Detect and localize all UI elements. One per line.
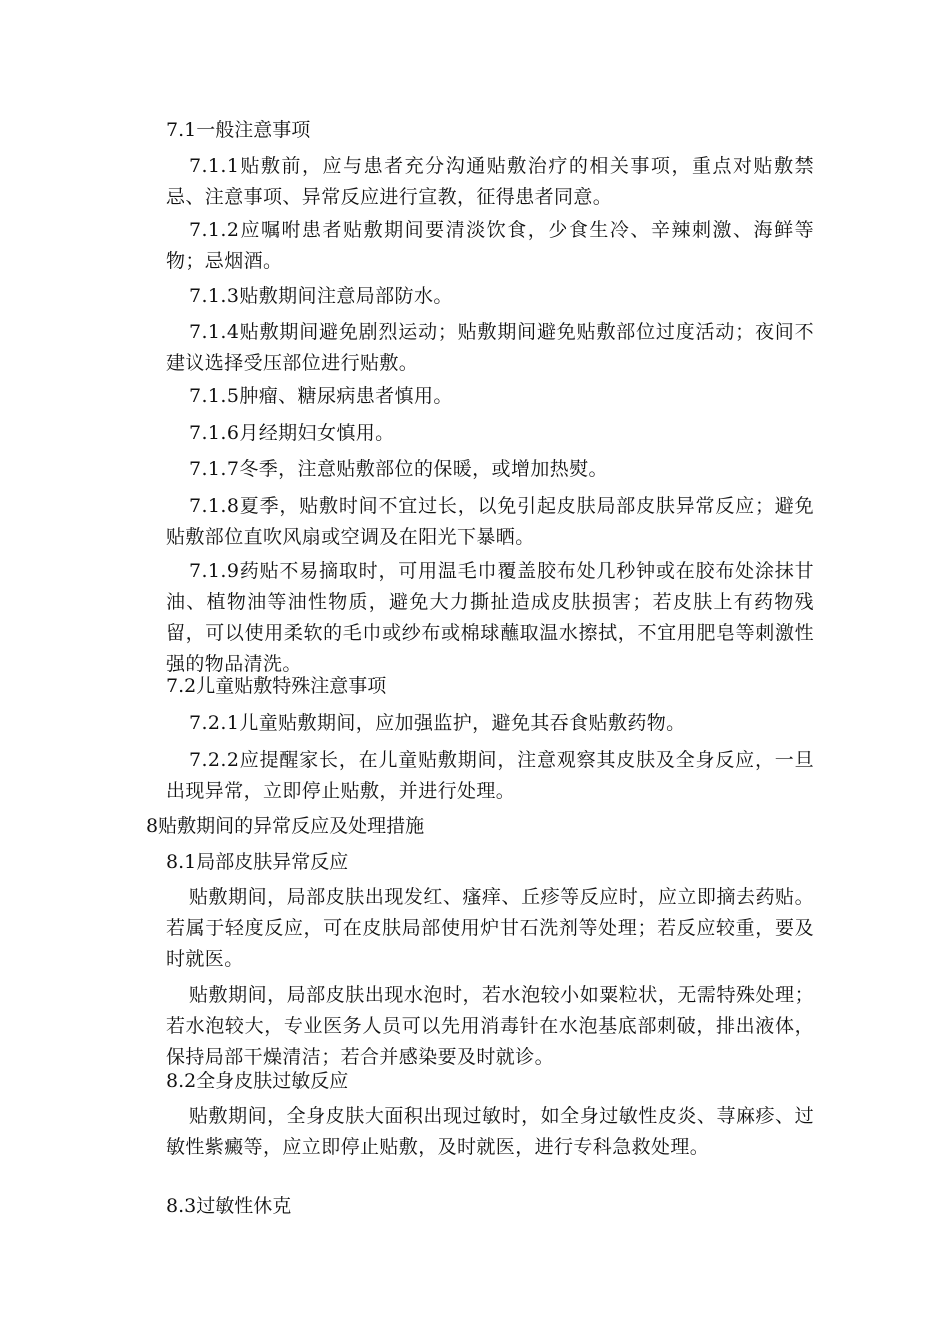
item-7-1-6: 7.1.6月经期妇女慎用。 — [189, 422, 395, 444]
heading-8-1: 8.1局部皮肤异常反应 — [166, 851, 349, 873]
heading-8-2: 8.2全身皮肤过敏反应 — [166, 1070, 349, 1092]
heading-7-1: 7.1一般注意事项 — [166, 119, 311, 141]
paragraph-8-1-a: 贴敷期间，局部皮肤出现发红、瘙痒、丘疹等反应时，应立即摘去药贴。若属于轻度反应，可在皮肤局部使用炉甘石洗剂等处理；若反应较重，要及时就医。 — [166, 886, 814, 970]
heading-8-3: 8.3过敏性休克 — [166, 1195, 292, 1217]
item-7-1-1: 7.1.1贴敷前，应与患者充分沟通贴敷治疗的相关事项，重点对贴敷禁忌、注意事项、异常反应进行宣教，征得患者同意。 — [166, 155, 814, 208]
item-7-1-3: 7.1.3贴敷期间注意局部防水。 — [189, 285, 453, 307]
heading-7-2: 7.2儿童贴敷特殊注意事项 — [166, 675, 387, 697]
heading-8: 8贴敷期间的异常反应及处理措施 — [146, 815, 425, 837]
item-7-1-7: 7.1.7冬季，注意贴敷部位的保暖，或增加热熨。 — [189, 458, 608, 480]
item-7-1-8: 7.1.8夏季，贴敷时间不宜过长，以免引起皮肤局部皮肤异常反应；避免贴敷部位直吹风扇或空调及在阳光下暴晒。 — [166, 495, 814, 548]
item-7-1-2: 7.1.2应嘱咐患者贴敷期间要清淡饮食，少食生冷、辛辣刺激、海鲜等物；忌烟酒。 — [166, 219, 814, 272]
item-7-2-2: 7.2.2应提醒家长，在儿童贴敷期间，注意观察其皮肤及全身反应，一旦出现异常，立即停止贴敷，并进行处理。 — [166, 749, 814, 802]
item-7-1-4: 7.1.4贴敷期间避免剧烈运动；贴敷期间避免贴敷部位过度活动；夜间不建议选择受压部位进行贴敷。 — [166, 321, 814, 374]
paragraph-8-1-b: 贴敷期间，局部皮肤出现水泡时，若水泡较小如粟粒状，无需特殊处理；若水泡较大，专业医务人员可以先用消毒针在水泡基底部刺破，排出液体，保持局部干燥清洁；若合并感染要及时就诊。 — [166, 984, 814, 1068]
paragraph-8-2: 贴敷期间，全身皮肤大面积出现过敏时，如全身过敏性皮炎、荨麻疹、过敏性紫癜等，应立即停止贴敷，及时就医，进行专科急救处理。 — [166, 1105, 814, 1158]
item-7-2-1: 7.2.1儿童贴敷期间，应加强监护，避免其吞食贴敷药物。 — [189, 712, 686, 734]
item-7-1-9: 7.1.9药贴不易摘取时，可用温毛巾覆盖胶布处几秒钟或在胶布处涂抹甘油、植物油等油性物质，避免大力撕扯造成皮肤损害；若皮肤上有药物残留，可以使用柔软的毛巾或纱布或棉球蘸取温水擦拭，不宜用肥皂等刺激性强的物品清洗。 — [166, 560, 814, 675]
item-7-1-5: 7.1.5肿瘤、糖尿病患者慎用。 — [189, 385, 453, 407]
